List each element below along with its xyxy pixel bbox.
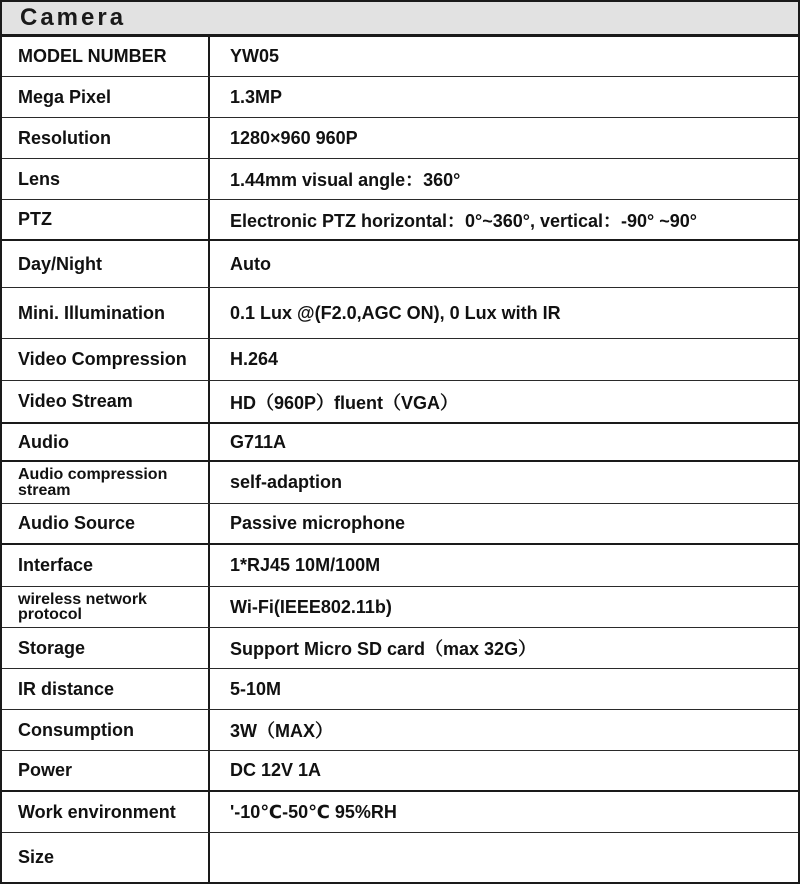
spec-row-work-environment xyxy=(2,792,798,833)
spec-value: 1*RJ45 10M/100M xyxy=(230,555,381,575)
spec-label: IR distance xyxy=(2,669,210,709)
spec-row-model-number xyxy=(2,37,798,77)
spec-value: DC 12V 1A xyxy=(230,760,322,780)
spec-row-audio-compression-stream xyxy=(2,462,798,504)
spec-value: 1.44mm visual angle：360° xyxy=(230,170,461,190)
spec-value: Auto xyxy=(230,253,271,274)
spec-value: YW05 xyxy=(230,46,280,66)
section-title: Camera xyxy=(20,4,127,31)
spec-label: Storage xyxy=(2,628,210,668)
spec-label: Consumption xyxy=(2,710,210,750)
spec-row-storage xyxy=(2,628,798,669)
spec-label: Video Compression xyxy=(2,339,210,380)
spec-value xyxy=(210,833,798,882)
spec-label: PTZ xyxy=(2,200,210,239)
spec-row-audio xyxy=(2,424,798,462)
spec-value: 3W（MAX） xyxy=(230,721,333,741)
spec-label: Day/Night xyxy=(2,241,210,287)
spec-value: 5-10M xyxy=(230,678,282,699)
spec-row-resolution xyxy=(2,118,798,159)
spec-row-consumption xyxy=(2,710,798,751)
spec-row-video-stream xyxy=(2,381,798,424)
spec-row-ir-distance xyxy=(2,669,798,710)
spec-label: Mega Pixel xyxy=(2,77,210,117)
section-header xyxy=(0,0,800,37)
spec-value: 1.3MP xyxy=(230,86,283,107)
spec-value: G711A xyxy=(230,431,287,452)
spec-row-interface xyxy=(2,545,798,587)
spec-label: Video Stream xyxy=(2,381,210,422)
spec-label: Audio Source xyxy=(2,504,210,543)
spec-label: Lens xyxy=(2,159,210,199)
spec-label: Size xyxy=(2,833,210,882)
spec-row-day-night xyxy=(2,241,798,288)
spec-value: Passive microphone xyxy=(230,513,406,533)
spec-label: Resolution xyxy=(2,118,210,158)
spec-row-video-compression xyxy=(2,339,798,381)
spec-row-ptz xyxy=(2,200,798,241)
spec-label: Power xyxy=(2,751,210,790)
spec-label: Audio xyxy=(2,424,210,460)
spec-value: 0.1 Lux @(F2.0,AGC ON), 0 Lux with IR xyxy=(230,302,561,323)
spec-row-size xyxy=(2,833,798,882)
spec-table xyxy=(0,37,800,884)
spec-value: HD（960P）fluent（VGA） xyxy=(230,392,459,413)
spec-label: Audio compression stream xyxy=(2,462,210,503)
spec-value: '-10℃-50℃ 95%RH xyxy=(230,801,397,822)
spec-value: 1280×960 960P xyxy=(230,127,358,148)
spec-row-power xyxy=(2,751,798,792)
spec-label: wireless network protocol xyxy=(2,587,210,627)
spec-row-mini-illumination xyxy=(2,288,798,339)
spec-row-lens xyxy=(2,159,798,200)
spec-value: Wi-Fi(IEEE802.11b) xyxy=(230,596,392,617)
spec-value: Electronic PTZ horizontal：0°~360°, vertical：-90° ~90° xyxy=(230,210,697,231)
spec-value: H.264 xyxy=(230,349,279,369)
spec-label: Interface xyxy=(2,545,210,586)
spec-label: Work environment xyxy=(2,792,210,832)
spec-label: MODEL NUMBER xyxy=(2,37,210,76)
spec-label: Mini. Illumination xyxy=(2,288,210,338)
spec-row-mega-pixel xyxy=(2,77,798,118)
spec-value: self-adaption xyxy=(230,472,343,492)
spec-row-wireless-network-protocol xyxy=(2,587,798,628)
spec-row-audio-source xyxy=(2,504,798,545)
spec-value: Support Micro SD card（max 32G） xyxy=(230,639,537,659)
